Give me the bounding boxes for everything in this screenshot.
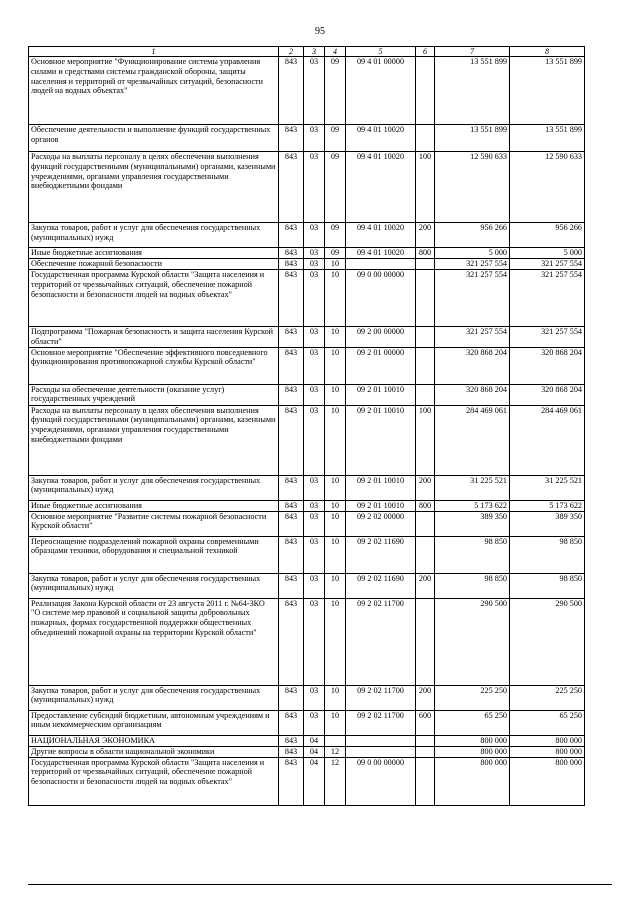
row-name: Расходы на обеспечение деятельности (оказание услуг) государственных учреждений bbox=[29, 384, 279, 405]
table-row bbox=[29, 405, 585, 475]
row-target-article bbox=[346, 735, 416, 746]
column-header: 3 bbox=[304, 47, 325, 57]
row-expense-type: 800 bbox=[416, 500, 435, 511]
row-target-article: 09 2 02 11690 bbox=[346, 573, 416, 598]
row-target-article: 09 2 02 00000 bbox=[346, 511, 416, 536]
row-expense-type bbox=[416, 125, 435, 152]
row-admin-code: 843 bbox=[279, 475, 304, 500]
row-admin-code: 843 bbox=[279, 573, 304, 598]
row-name: Расходы на выплаты персоналу в целях обеспечения выполнения функций государственными (муниципальными) органами, казенными учреждениями, органами управления государственными внебюджетными фондами bbox=[29, 405, 279, 475]
row-expense-type bbox=[416, 511, 435, 536]
row-admin-code: 843 bbox=[279, 536, 304, 573]
row-amount-year2: 13 551 899 bbox=[510, 57, 585, 125]
row-expense-type bbox=[416, 598, 435, 685]
row-section: 03 bbox=[304, 327, 325, 347]
row-target-article: 09 2 01 10010 bbox=[346, 384, 416, 405]
row-section: 03 bbox=[304, 573, 325, 598]
row-amount-year2: 284 469 061 bbox=[510, 405, 585, 475]
row-subsection: 09 bbox=[325, 125, 346, 152]
row-amount-year1: 12 590 633 bbox=[435, 152, 510, 223]
row-target-article: 09 2 02 11700 bbox=[346, 710, 416, 735]
row-section: 03 bbox=[304, 57, 325, 125]
row-admin-code: 843 bbox=[279, 405, 304, 475]
row-subsection: 10 bbox=[325, 270, 346, 327]
table-row bbox=[29, 685, 585, 710]
row-subsection: 10 bbox=[325, 327, 346, 347]
row-amount-year1: 800 000 bbox=[435, 735, 510, 746]
row-amount-year2: 5 173 622 bbox=[510, 500, 585, 511]
row-section: 03 bbox=[304, 347, 325, 384]
row-subsection: 09 bbox=[325, 152, 346, 223]
row-section: 03 bbox=[304, 384, 325, 405]
row-amount-year2: 320 868 204 bbox=[510, 384, 585, 405]
row-subsection: 10 bbox=[325, 405, 346, 475]
row-amount-year2: 290 500 bbox=[510, 598, 585, 685]
table-row bbox=[29, 757, 585, 805]
row-amount-year2: 800 000 bbox=[510, 746, 585, 757]
row-expense-type: 100 bbox=[416, 152, 435, 223]
row-target-article: 09 4 01 00000 bbox=[346, 57, 416, 125]
budget-table bbox=[28, 46, 585, 806]
row-section: 03 bbox=[304, 536, 325, 573]
row-expense-type: 200 bbox=[416, 573, 435, 598]
column-header: 2 bbox=[279, 47, 304, 57]
table-row bbox=[29, 384, 585, 405]
table-row bbox=[29, 598, 585, 685]
row-target-article: 09 2 01 10010 bbox=[346, 405, 416, 475]
row-amount-year1: 321 257 554 bbox=[435, 270, 510, 327]
row-admin-code: 843 bbox=[279, 270, 304, 327]
row-admin-code: 843 bbox=[279, 125, 304, 152]
bottom-rule bbox=[28, 884, 612, 885]
row-section: 03 bbox=[304, 223, 325, 248]
row-admin-code: 843 bbox=[279, 57, 304, 125]
row-amount-year2: 321 257 554 bbox=[510, 327, 585, 347]
row-section: 04 bbox=[304, 757, 325, 805]
table-row bbox=[29, 573, 585, 598]
row-expense-type bbox=[416, 746, 435, 757]
row-expense-type bbox=[416, 735, 435, 746]
row-admin-code: 843 bbox=[279, 327, 304, 347]
row-admin-code: 843 bbox=[279, 347, 304, 384]
row-subsection: 12 bbox=[325, 746, 346, 757]
table-row bbox=[29, 347, 585, 384]
row-target-article: 09 2 00 00000 bbox=[346, 327, 416, 347]
row-subsection: 10 bbox=[325, 536, 346, 573]
row-admin-code: 843 bbox=[279, 598, 304, 685]
row-amount-year2: 12 590 633 bbox=[510, 152, 585, 223]
table-row bbox=[29, 710, 585, 735]
row-expense-type bbox=[416, 757, 435, 805]
row-subsection: 10 bbox=[325, 500, 346, 511]
row-section: 03 bbox=[304, 259, 325, 270]
row-amount-year2: 31 225 521 bbox=[510, 475, 585, 500]
column-header: 4 bbox=[325, 47, 346, 57]
table-row bbox=[29, 735, 585, 746]
row-expense-type bbox=[416, 327, 435, 347]
row-amount-year1: 5 173 622 bbox=[435, 500, 510, 511]
row-name: Закупка товаров, работ и услуг для обеспечения государственных (муниципальных) нужд bbox=[29, 475, 279, 500]
row-amount-year2: 98 850 bbox=[510, 573, 585, 598]
row-subsection: 09 bbox=[325, 57, 346, 125]
row-target-article: 09 2 02 11700 bbox=[346, 685, 416, 710]
table-row bbox=[29, 152, 585, 223]
row-admin-code: 843 bbox=[279, 248, 304, 259]
row-subsection: 10 bbox=[325, 475, 346, 500]
row-section: 03 bbox=[304, 685, 325, 710]
table-row bbox=[29, 500, 585, 511]
row-target-article: 09 4 01 10020 bbox=[346, 248, 416, 259]
row-subsection: 10 bbox=[325, 384, 346, 405]
row-expense-type bbox=[416, 270, 435, 327]
row-target-article: 09 2 01 00000 bbox=[346, 347, 416, 384]
row-admin-code: 843 bbox=[279, 384, 304, 405]
row-target-article: 09 0 00 00000 bbox=[346, 270, 416, 327]
table-row bbox=[29, 57, 585, 125]
row-target-article: 09 4 01 10020 bbox=[346, 152, 416, 223]
row-subsection: 10 bbox=[325, 685, 346, 710]
row-name: Переоснащение подразделений пожарной охраны современными образцами техники, оборудования и специальной техникой bbox=[29, 536, 279, 573]
column-header: 1 bbox=[29, 47, 279, 57]
row-admin-code: 843 bbox=[279, 735, 304, 746]
row-section: 04 bbox=[304, 735, 325, 746]
row-amount-year1: 5 000 bbox=[435, 248, 510, 259]
row-amount-year1: 13 551 899 bbox=[435, 57, 510, 125]
row-expense-type: 100 bbox=[416, 405, 435, 475]
row-amount-year2: 800 000 bbox=[510, 735, 585, 746]
row-subsection: 10 bbox=[325, 347, 346, 384]
row-expense-type bbox=[416, 536, 435, 573]
row-name: Основное мероприятие "Функционирование системы управления силами и средствами системы гражданской обороны, защиты населения и территорий от чрезвычайных ситуаций, безопасности людей на водных объектах" bbox=[29, 57, 279, 125]
row-section: 03 bbox=[304, 475, 325, 500]
row-amount-year1: 321 257 554 bbox=[435, 259, 510, 270]
row-name: Подпрограмма "Пожарная безопасность и защита населения Курской области" bbox=[29, 327, 279, 347]
row-amount-year1: 956 266 bbox=[435, 223, 510, 248]
page-number: 95 bbox=[315, 26, 325, 37]
row-subsection bbox=[325, 735, 346, 746]
row-amount-year1: 290 500 bbox=[435, 598, 510, 685]
row-section: 03 bbox=[304, 598, 325, 685]
row-subsection: 10 bbox=[325, 511, 346, 536]
table-row bbox=[29, 475, 585, 500]
row-expense-type bbox=[416, 384, 435, 405]
row-amount-year2: 321 257 554 bbox=[510, 259, 585, 270]
row-subsection: 09 bbox=[325, 223, 346, 248]
row-expense-type bbox=[416, 259, 435, 270]
row-amount-year1: 321 257 554 bbox=[435, 327, 510, 347]
row-expense-type: 200 bbox=[416, 475, 435, 500]
row-section: 03 bbox=[304, 405, 325, 475]
row-target-article: 09 2 01 10010 bbox=[346, 475, 416, 500]
row-amount-year2: 321 257 554 bbox=[510, 270, 585, 327]
table-row bbox=[29, 248, 585, 259]
row-admin-code: 843 bbox=[279, 259, 304, 270]
row-admin-code: 843 bbox=[279, 152, 304, 223]
row-expense-type: 200 bbox=[416, 685, 435, 710]
row-amount-year2: 98 850 bbox=[510, 536, 585, 573]
table-row bbox=[29, 270, 585, 327]
row-amount-year2: 320 868 204 bbox=[510, 347, 585, 384]
row-target-article: 09 2 01 10010 bbox=[346, 500, 416, 511]
table-row bbox=[29, 511, 585, 536]
row-name: Другие вопросы в области национальной экономики bbox=[29, 746, 279, 757]
row-subsection: 10 bbox=[325, 259, 346, 270]
row-section: 03 bbox=[304, 125, 325, 152]
row-admin-code: 843 bbox=[279, 710, 304, 735]
header-row bbox=[29, 47, 585, 57]
table-row bbox=[29, 223, 585, 248]
row-amount-year1: 31 225 521 bbox=[435, 475, 510, 500]
row-name: Обеспечение пожарной безопасности bbox=[29, 259, 279, 270]
row-amount-year2: 800 000 bbox=[510, 757, 585, 805]
table-row bbox=[29, 536, 585, 573]
row-amount-year1: 800 000 bbox=[435, 746, 510, 757]
table-row bbox=[29, 746, 585, 757]
column-header: 5 bbox=[346, 47, 416, 57]
row-target-article: 09 0 00 00000 bbox=[346, 757, 416, 805]
row-name: Обеспечение деятельности и выполнение функций государственных органов bbox=[29, 125, 279, 152]
row-amount-year2: 65 250 bbox=[510, 710, 585, 735]
row-section: 03 bbox=[304, 248, 325, 259]
row-name: Государственная программа Курской области "Защита населения и территорий от чрезвычайных ситуаций, обеспечение пожарной безопасности и безопасности людей на водных объектах" bbox=[29, 757, 279, 805]
table-row bbox=[29, 327, 585, 347]
row-target-article: 09 4 01 10020 bbox=[346, 125, 416, 152]
row-name: Расходы на выплаты персоналу в целях обеспечения выполнения функций государственными (муниципальными) органами, казенными учреждениями, органами управления государственными внебюджетными фондами bbox=[29, 152, 279, 223]
row-admin-code: 843 bbox=[279, 757, 304, 805]
row-target-article: 09 2 02 11700 bbox=[346, 598, 416, 685]
row-target-article: 09 4 01 10020 bbox=[346, 223, 416, 248]
row-admin-code: 843 bbox=[279, 500, 304, 511]
row-expense-type bbox=[416, 347, 435, 384]
row-expense-type: 600 bbox=[416, 710, 435, 735]
row-admin-code: 843 bbox=[279, 746, 304, 757]
row-amount-year2: 956 266 bbox=[510, 223, 585, 248]
row-name: НАЦИОНАЛЬНАЯ ЭКОНОМИКА bbox=[29, 735, 279, 746]
row-subsection: 09 bbox=[325, 248, 346, 259]
row-name: Государственная программа Курской области "Защита населения и территорий от чрезвычайных ситуаций, обеспечение пожарной безопасности и безопасности людей на водных объектах" bbox=[29, 270, 279, 327]
row-subsection: 10 bbox=[325, 598, 346, 685]
row-section: 03 bbox=[304, 511, 325, 536]
row-name: Предоставление субсидий бюджетным, автономным учреждениям и иным некоммерческим организациям bbox=[29, 710, 279, 735]
table-row bbox=[29, 125, 585, 152]
row-name: Иные бюджетные ассигнования bbox=[29, 500, 279, 511]
row-section: 03 bbox=[304, 152, 325, 223]
row-amount-year1: 389 350 bbox=[435, 511, 510, 536]
row-admin-code: 843 bbox=[279, 223, 304, 248]
row-expense-type bbox=[416, 57, 435, 125]
row-name: Закупка товаров, работ и услуг для обеспечения государственных (муниципальных) нужд bbox=[29, 573, 279, 598]
column-header: 8 bbox=[510, 47, 585, 57]
row-subsection: 10 bbox=[325, 573, 346, 598]
row-amount-year2: 389 350 bbox=[510, 511, 585, 536]
row-name: Иные бюджетные ассигнования bbox=[29, 248, 279, 259]
row-amount-year1: 800 000 bbox=[435, 757, 510, 805]
row-name: Реализация Закона Курской области от 23 августа 2011 г. №64-ЗКО "О системе мер правовой и социальной защиты добровольных пожарных, формах государственной поддержки общественных объединений пожарной охраны на территории Курской области" bbox=[29, 598, 279, 685]
row-amount-year1: 320 868 204 bbox=[435, 384, 510, 405]
row-amount-year1: 65 250 bbox=[435, 710, 510, 735]
row-name: Закупка товаров, работ и услуг для обеспечения государственных (муниципальных) нужд bbox=[29, 223, 279, 248]
row-target-article bbox=[346, 746, 416, 757]
column-header: 6 bbox=[416, 47, 435, 57]
row-amount-year2: 225 250 bbox=[510, 685, 585, 710]
row-name: Основное мероприятие "Развитие системы пожарной безопасности Курской области" bbox=[29, 511, 279, 536]
row-name: Основное мероприятие "Обеспечение эффективного повседневного функционирования противопожарной службы Курской области" bbox=[29, 347, 279, 384]
row-admin-code: 843 bbox=[279, 685, 304, 710]
row-section: 03 bbox=[304, 270, 325, 327]
row-amount-year2: 5 000 bbox=[510, 248, 585, 259]
row-amount-year1: 98 850 bbox=[435, 536, 510, 573]
column-header: 7 bbox=[435, 47, 510, 57]
table-row bbox=[29, 259, 585, 270]
row-expense-type: 800 bbox=[416, 248, 435, 259]
row-expense-type: 200 bbox=[416, 223, 435, 248]
row-section: 03 bbox=[304, 500, 325, 511]
row-section: 04 bbox=[304, 746, 325, 757]
row-amount-year1: 98 850 bbox=[435, 573, 510, 598]
row-admin-code: 843 bbox=[279, 511, 304, 536]
row-subsection: 12 bbox=[325, 757, 346, 805]
row-amount-year1: 225 250 bbox=[435, 685, 510, 710]
row-amount-year2: 13 551 899 bbox=[510, 125, 585, 152]
row-amount-year1: 320 868 204 bbox=[435, 347, 510, 384]
row-amount-year1: 284 469 061 bbox=[435, 405, 510, 475]
row-subsection: 10 bbox=[325, 710, 346, 735]
row-section: 03 bbox=[304, 710, 325, 735]
row-target-article bbox=[346, 259, 416, 270]
row-amount-year1: 13 551 899 bbox=[435, 125, 510, 152]
row-name: Закупка товаров, работ и услуг для обеспечения государственных (муниципальных) нужд bbox=[29, 685, 279, 710]
row-target-article: 09 2 02 11690 bbox=[346, 536, 416, 573]
